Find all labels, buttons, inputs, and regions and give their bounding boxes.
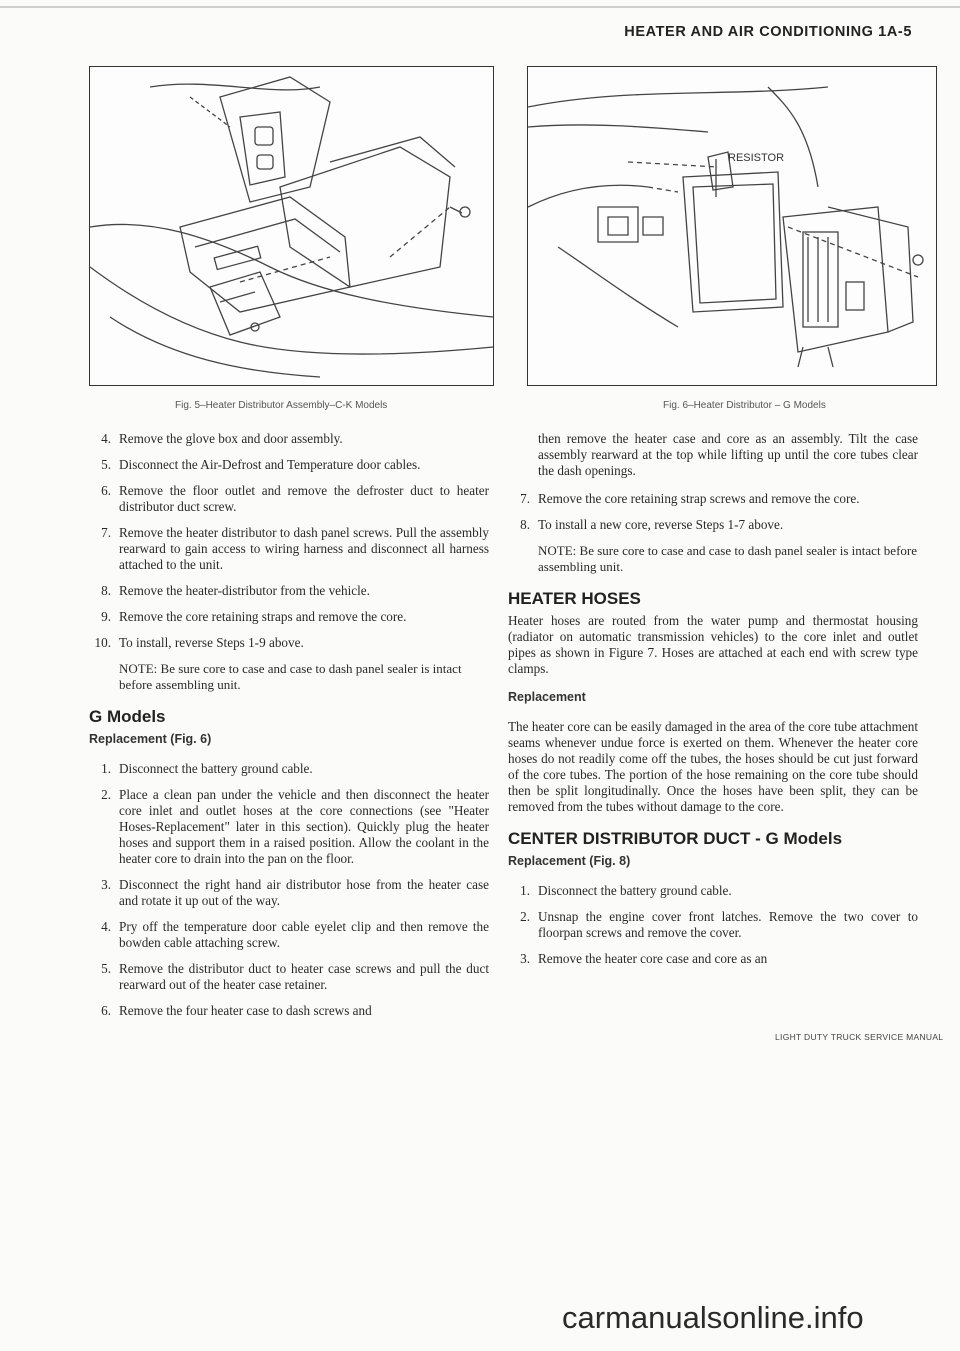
list-item: 8. Remove the heater-distributor from the vehicle. <box>101 583 370 598</box>
right-column <box>508 431 918 977</box>
list-item: 3. Remove the heater core case and core as an <box>520 951 768 966</box>
top-rule <box>0 6 960 8</box>
page-footer: LIGHT DUTY TRUCK SERVICE MANUAL <box>775 1032 944 1042</box>
left-column <box>89 431 489 1029</box>
figure-6-drawing <box>528 67 936 385</box>
list-item: 1. Disconnect the battery ground cable. <box>101 761 313 776</box>
watermark: carmanualsonline.info <box>562 1300 864 1335</box>
list-item: 5. Remove the distributor duct to heater case screws and pull the duct rearward out of the heater case retainer. <box>101 961 489 992</box>
list-item: 10. To install, reverse Steps 1-9 above. <box>94 635 304 650</box>
list-item: 6. Remove the floor outlet and remove the defroster duct to heater distributor duct screw. <box>101 483 489 514</box>
list-item: 7. Remove the core retaining strap screws and remove the core. <box>520 491 860 506</box>
subheading-replacement-fig8: Replacement (Fig. 8) <box>508 854 631 868</box>
list-item: 4. Remove the glove box and door assembly. <box>101 431 343 446</box>
figure-5 <box>89 66 494 386</box>
paragraph: The heater core can be easily damaged in the area of the core tube attachment seams whenever undue force is exerted on them. Whenever the heater core hoses do not readily come off the tubes, the hoses should be cut just forward of the core tubes. The portion of the hose remaining on the core tube should then be split longitudinally. Once the hoses have been split, they can be removed from the tubes without damage to the core. <box>508 719 918 814</box>
resistor-label: RESISTOR <box>728 152 785 164</box>
list-item: 5. Disconnect the Air-Defrost and Temperature door cables. <box>101 457 421 472</box>
section-heading-center-distributor-duct: CENTER DISTRIBUTOR DUCT - G Models <box>508 829 843 848</box>
note: NOTE: Be sure core to case and case to dash panel sealer is intact before assembling unit. <box>119 661 462 692</box>
paragraph: Heater hoses are routed from the water pump and thermostat housing (radiator on automatic transmission vehicles) to the core inlet and outlet pipes as shown in Figure 7. Hoses are attached at each end with screw type clamps. <box>508 613 918 676</box>
note: NOTE: Be sure core to case and case to dash panel sealer is intact before assembling unit. <box>538 543 918 574</box>
list-item: 2. Place a clean pan under the vehicle and then disconnect the heater core inlet and outlet hoses at the core connections (see "Heater Hoses-Replacement" later in this section). Quickly plug the heater hoses and support them in a raised position. Allow the coolant in the heater core to drain into the pan on the floor. <box>101 787 489 866</box>
list-item: 8. To install a new core, reverse Steps 1-7 above. <box>520 517 784 532</box>
subheading-replacement: Replacement <box>508 690 586 704</box>
list-item: 6. Remove the four heater case to dash screws and <box>101 1003 372 1018</box>
list-item: 7. Remove the heater distributor to dash panel screws. Pull the assembly rearward to gain access to wiring harness and disconnect all harness attached to the unit. <box>101 525 489 572</box>
figure-5-drawing <box>90 67 493 385</box>
page-header: HEATER AND AIR CONDITIONING 1A-5 <box>624 24 912 40</box>
continued-paragraph: then remove the heater case and core as an assembly. Tilt the case assembly rearward at the top while lifting up until the core tubes clear the dash openings. <box>538 431 918 478</box>
subheading-replacement-fig6: Replacement (Fig. 6) <box>89 732 212 746</box>
section-heading-heater-hoses: HEATER HOSES <box>508 589 641 608</box>
list-item: 3. Disconnect the right hand air distributor hose from the heater case and rotate it up out of the way. <box>101 877 489 908</box>
figure-6 <box>527 66 937 386</box>
list-item: 4. Pry off the temperature door cable eyelet clip and then remove the bowden cable attaching screw. <box>101 919 489 950</box>
section-heading-g-models: G Models <box>89 707 166 726</box>
figure-5-caption: Fig. 5–Heater Distributor Assembly–C-K Models <box>175 400 388 411</box>
list-item: 1. Disconnect the battery ground cable. <box>520 883 732 898</box>
figure-6-caption: Fig. 6–Heater Distributor – G Models <box>663 400 826 411</box>
list-item: 9. Remove the core retaining straps and remove the core. <box>101 609 407 624</box>
list-item: 2. Unsnap the engine cover front latches. Remove the two cover to floorpan screws and remove the cover. <box>520 909 918 940</box>
